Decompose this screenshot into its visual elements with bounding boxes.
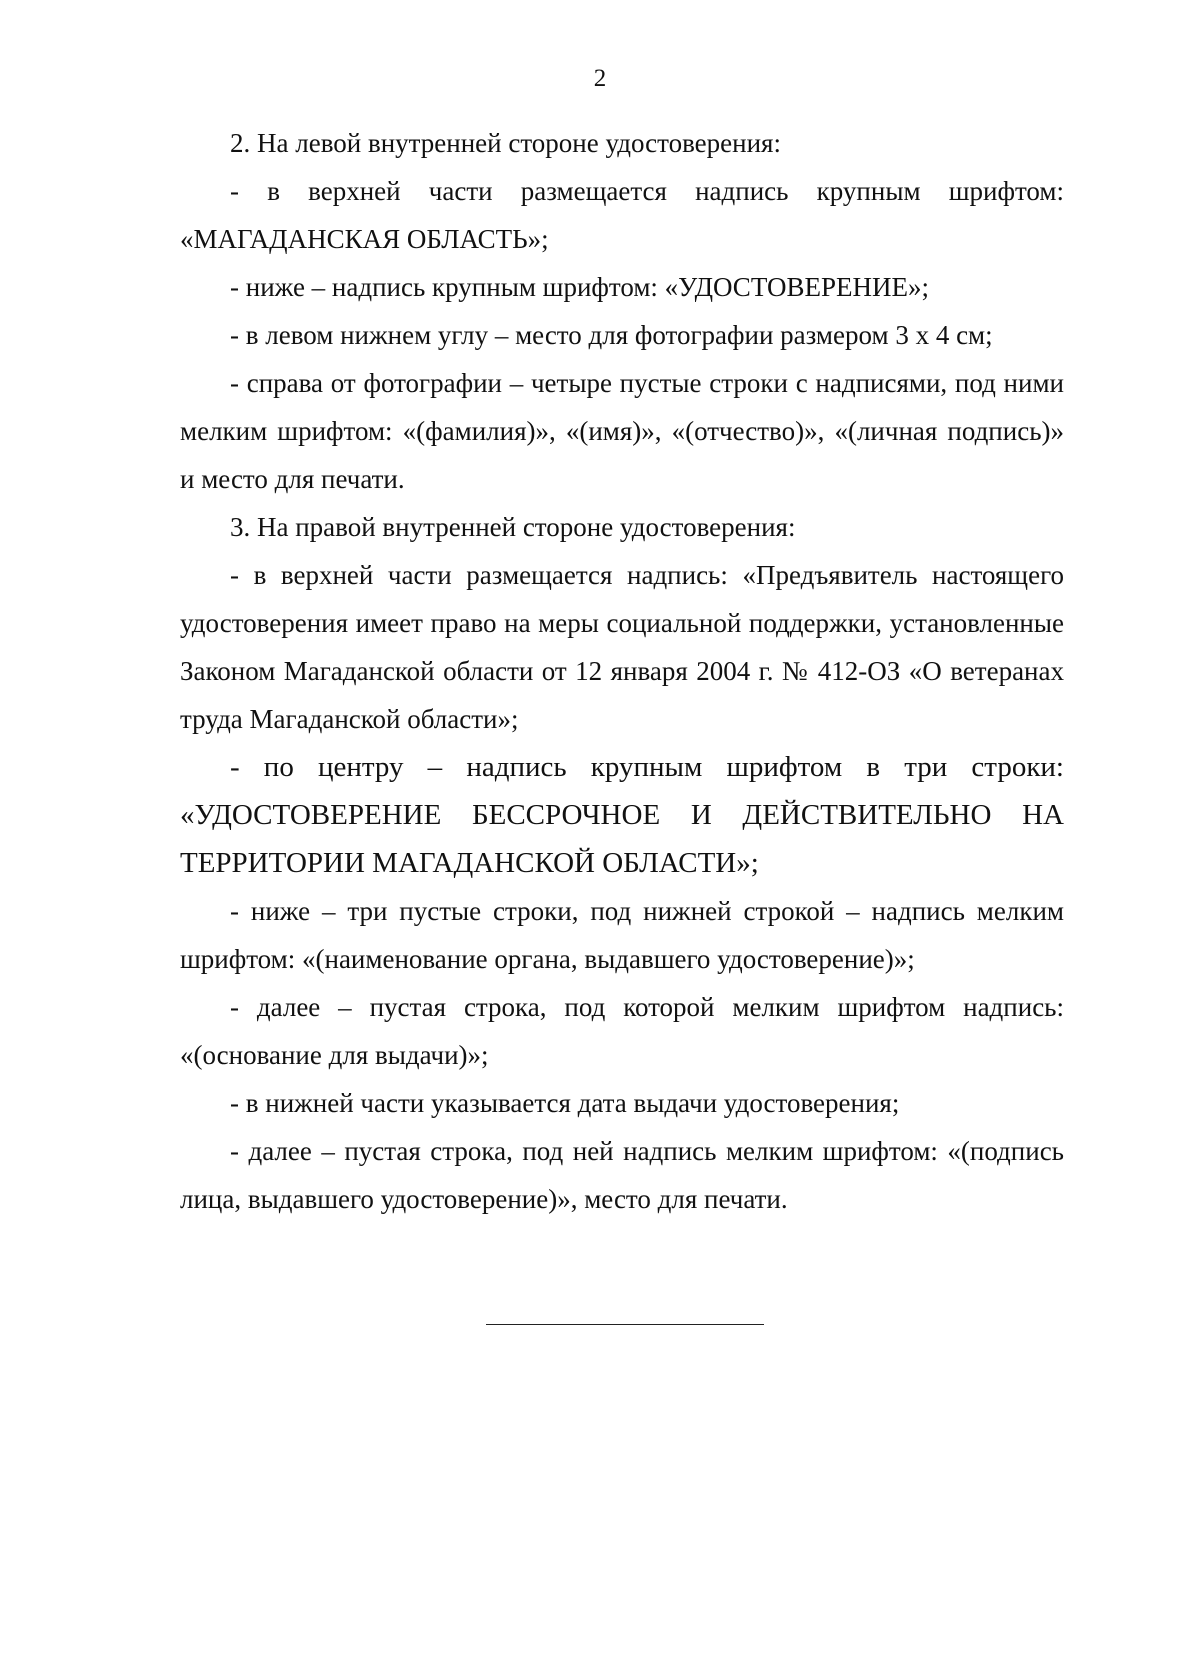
paragraph-issuing-authority: - ниже – три пустые строки, под нижней строкой – надпись мелким шрифтом: «(наименование органа, выдавшего удостоверение)»; (180, 896, 1064, 974)
paragraph-below-inscription: - ниже – надпись крупным шрифтом: «УДОСТОВЕРЕНИЕ»; (230, 272, 929, 302)
paragraph-photo-place: - в левом нижнем углу – место для фотографии размером 3 х 4 см; (230, 320, 993, 350)
section-3-heading: 3. На правой внутренней стороне удостоверения: (230, 512, 796, 542)
section-2-heading: 2. На левой внутренней стороне удостоверения: (230, 128, 781, 158)
paragraph-bearer-text: - в верхней части размещается надпись: «Предъявитель настоящего удостоверения имеет право на меры социальной поддержки, установленные Законом Магаданской области от 12 января 2004 г. № 412-ОЗ «О ветеранах труда Магаданской области»; (180, 560, 1064, 734)
end-of-document-rule (486, 1324, 764, 1325)
paragraph-signature-lines: - справа от фотографии – четыре пустые строки с надписями, под ними мелким шрифтом: «(фамилия)», «(имя)», «(отчество)», «(личная подпись)» и место для печати. (180, 368, 1064, 494)
page-number: 2 (593, 65, 607, 92)
paragraph-issue-basis: - далее – пустая строка, под которой мелким шрифтом надпись: «(основание для выдачи)»; (180, 992, 1064, 1070)
paragraph-issue-date: - в нижней части указывается дата выдачи удостоверения; (230, 1088, 900, 1118)
document-body (180, 119, 1064, 1223)
paragraph-center-inscription: - по центру – надпись крупным шрифтом в три строки: «УДОСТОВЕРЕНИЕ БЕССРОЧНОЕ И ДЕЙСТВИТЕЛЬНО НА ТЕРРИТОРИИ МАГАДАНСКОЙ ОБЛАСТИ»; (180, 751, 1064, 879)
paragraph-issuer-signature: - далее – пустая строка, под ней надпись мелким шрифтом: «(подпись лица, выдавшего удостоверение)», место для печати. (180, 1136, 1064, 1214)
paragraph-top-inscription: - в верхней части размещается надпись крупным шрифтом: «МАГАДАНСКАЯ ОБЛАСТЬ»; (180, 176, 1064, 254)
